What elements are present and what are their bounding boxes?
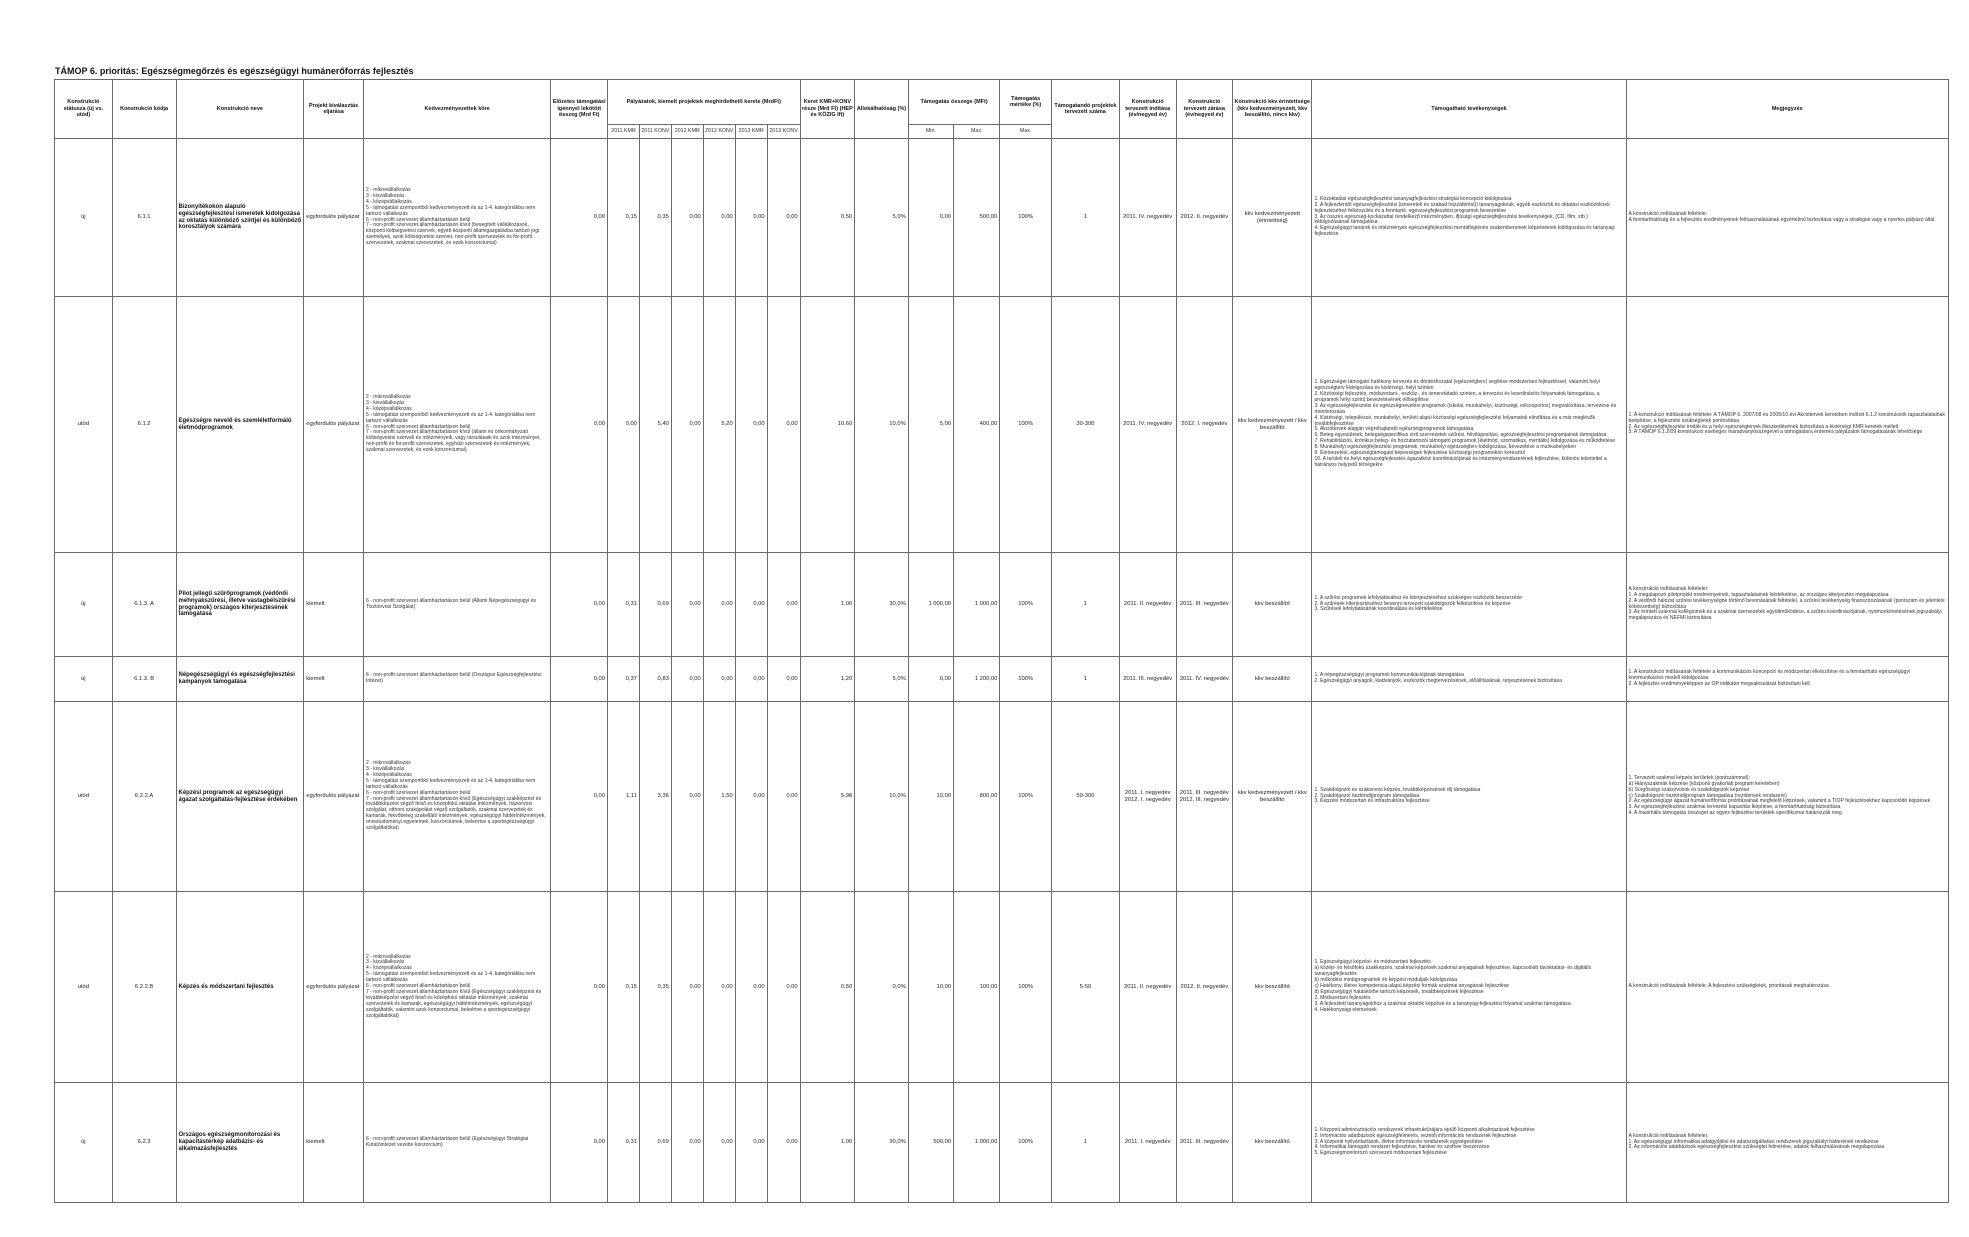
estimated-cell: 0,00: [551, 702, 608, 892]
tender-cell: 0,00: [767, 657, 800, 702]
list-item: 3. Szűrések lefolytatásának koordinálása és kiértékelése: [1314, 606, 1443, 613]
beneficiaries-cell: [363, 892, 550, 1083]
list-item: 2. A szűrések kiterjesztéséhez bevonni tervezett szakdolgozók felkészítése és képzése: [1314, 600, 1511, 607]
selection-cell: kiemelt: [304, 553, 364, 657]
list-item: 2. Információs adatbázisok egészségfelmérés, vezetői információs rendszerek fejlesztése: [1314, 1132, 1517, 1139]
col-header-tender-2011-kmr: 2011 KMR: [608, 125, 640, 139]
list-item: 4 - középvállalkozás: [365, 198, 412, 205]
col-header-estimated: Előzetes támogatási igénnyel lekötött összeg (Mrd Ft): [551, 80, 608, 139]
tender-cell: 0,00: [735, 139, 767, 297]
estimated-cell: 0,00: [551, 1083, 608, 1203]
list-item: 5 - támogatási szempontból kedvezményezett és az 1-4. kategóriákba nem tartozó vállalkozás: [365, 411, 536, 424]
allocation-cell: 30,0%: [855, 1083, 909, 1203]
notes-cell: [1626, 702, 1948, 892]
list-item: 6 - non-profit szervezet államháztartáson belül: [365, 789, 471, 796]
launch-cell: 2011. IV. negyedév: [1119, 139, 1176, 297]
list-item: 6 - non-profit szervezet államháztartáson belül (Országos Egészségfejlesztési Intézet): [365, 672, 542, 684]
list-item: 1. Tervezett szakmai képzés területek (pontszámmal):: [1628, 774, 1750, 781]
tender-cell: 0,00: [703, 553, 735, 657]
construction-table: [54, 79, 1949, 1203]
frame-cell: 5,98: [800, 702, 855, 892]
tender-cell: 0,00: [671, 297, 703, 553]
rate-cell: 100%: [1000, 892, 1051, 1083]
selection-cell: egyfordulós pályázat: [304, 702, 364, 892]
col-header-notes: Megjegyzés: [1626, 80, 1948, 139]
list-item: 1. Az egészségügyi informatikai adatgyűjtési és adatszolgáltatási rendszerek jogszabályi hátterének rendezése: [1628, 1138, 1879, 1145]
list-item: 3. Az összes egészség-kockázattal rendelkező intézményben, ifjúsági egészségfejlesztési tevékenységek, (CD, film, stb.) kidolgozásának támogatása: [1314, 213, 1588, 226]
tender-cell: 0,00: [767, 702, 800, 892]
projects-cell: 5-50: [1051, 892, 1119, 1083]
notes-cell: [1626, 297, 1948, 553]
close-cell: 2011. III. negyedév 2012. III. negyedév: [1176, 702, 1233, 892]
notes-cell: [1626, 892, 1948, 1083]
list-item: b) működési mintaprogramok és képzési moduljaik kidolgozása: [1314, 977, 1458, 984]
col-header-support-max: Max.: [954, 125, 1000, 139]
activities-cell: [1312, 892, 1626, 1083]
activities-cell: [1312, 702, 1626, 892]
frame-cell: 0,50: [800, 892, 855, 1083]
status-cell: utód: [55, 892, 113, 1083]
allocation-cell: 10,0%: [855, 297, 909, 553]
launch-cell: 2011. I. negyedév: [1119, 1083, 1176, 1203]
table-row: [55, 297, 1949, 553]
col-header-frame: Keret KMR+KONV része (Mrd Ft) (HEP és KÖZIG Ift): [800, 80, 855, 139]
list-item: 2. Az egészségfejlesztési irodák és a helyi egészségtervek illeszkedésének biztosítása a kistérségi KMR keretek mellett: [1628, 423, 1899, 430]
list-item: 1. Központi adminisztrációs rendszerek infrastruktúrájára épülő központi alkalmazások fejlesztése: [1314, 1126, 1535, 1133]
allocation-cell: 5,0%: [855, 657, 909, 702]
rate-cell: 100%: [1000, 553, 1051, 657]
projects-cell: 30-300: [1051, 297, 1119, 553]
tender-cell: 0,00: [735, 702, 767, 892]
name-cell: Pilot jellegű szűrőprogramok (védőnői méhnyakszűrési, illetve vastagbélszűrési programok) országos kiterjesztésének támogatása: [176, 553, 304, 657]
list-item: 7 - non-profit szervezet államháztartáson kívül (Egészségügyi szakképzést és továbbképzést végző felső és középfokú oktatási intézmények, háziorvosi szolgálat, otthoni szakápolást végző szolgáltatók, szakmai szervezetek és kamarák, fekvőbeteg szakellátó intézmények, egészségügyi háttérintézmények, orvostudományi egyetemek, konzorciumok, beleértve a sportegészségügyi szolgáltatókat): [365, 795, 546, 832]
projects-cell: 50-300: [1051, 702, 1119, 892]
list-item: 2 - mikrovállalkozás: [365, 953, 411, 960]
support-min-cell: 500,00: [908, 1083, 953, 1203]
status-cell: utód: [55, 297, 113, 553]
tender-cell: 0,00: [735, 657, 767, 702]
activities-cell: [1312, 657, 1626, 702]
rate-cell: 100%: [1000, 297, 1051, 553]
code-cell: 6.2.3: [112, 1083, 176, 1203]
rate-cell: 100%: [1000, 139, 1051, 297]
status-cell: új: [55, 553, 113, 657]
projects-cell: 1: [1051, 553, 1119, 657]
list-item: A konstrukció indításának feltételei:: [1628, 1132, 1709, 1139]
tender-cell: 3,36: [639, 702, 671, 892]
list-item: 2. Módszertani fejlesztés: [1314, 994, 1371, 1001]
tender-cell: 0,00: [735, 892, 767, 1083]
list-item: 7 - non-profit szervezet államháztartáson kívül (Egészségügyi szakképzést és továbbképzést végző felső és középfokú oktatási intézmények, szakmai szervezetek és kamarák, egészségügyi háttérintézmények, egészségügyi szolgáltatók, valamint azok konzorciumai, beleértve a sportegészségügyi szolgáltatókat): [365, 988, 542, 1019]
list-item: 1. Szakdolgozói és szakorvosi képzés, továbbképzésének díj támogatása: [1314, 786, 1481, 793]
frame-cell: 1,20: [800, 657, 855, 702]
tender-cell: 0,00: [767, 1083, 800, 1203]
support-min-cell: 0,00: [908, 657, 953, 702]
beneficiaries-cell: [363, 553, 550, 657]
tender-cell: 0,00: [671, 553, 703, 657]
list-item: d) Egészségügyi hatáskörbe tartozó képzések, továbbképzések fejlesztése: [1314, 988, 1484, 995]
support-max-cell: 1 000,00: [954, 1083, 1000, 1203]
tender-cell: 1,50: [703, 702, 735, 892]
close-cell: 2011. IV. negyedév: [1176, 657, 1233, 702]
list-item: 6 - non-profit szervezet államháztartáson belül: [365, 983, 471, 990]
tender-cell: 1,11: [608, 702, 640, 892]
list-item: 3. Az érintett szakmai kollégiumok és a szakmai szervezetek együttműködése, a szűrés koordinációjának, nyomonkövetésének jogszabályi megalapozása és NEFMI biztosítása: [1628, 609, 1942, 622]
estimated-cell: 0,00: [551, 892, 608, 1083]
code-cell: 6.1.2: [112, 297, 176, 553]
projects-cell: 1: [1051, 657, 1119, 702]
col-header-beneficiaries: Kedvezményezettek köre: [363, 80, 550, 139]
activities-cell: [1312, 139, 1626, 297]
kkv-cell: kkv beszállító: [1233, 553, 1312, 657]
tender-cell: 0,83: [639, 657, 671, 702]
support-max-cell: 500,00: [954, 139, 1000, 297]
list-item: 4 - középvállalkozás: [365, 771, 412, 778]
frame-cell: 10,60: [800, 297, 855, 553]
selection-cell: kiemelt: [304, 657, 364, 702]
support-max-cell: 1 200,00: [954, 657, 1000, 702]
code-cell: 6.2.2.A: [112, 702, 176, 892]
close-cell: 2012. II. negyedév: [1176, 892, 1233, 1083]
list-item: 10. A területi és helyi egészségfejlesztés ágazatközi koordinációjának és intézményrendszerének fejlesztése, különös tekintettel a hátrányos helyzetű térségekre: [1314, 455, 1607, 468]
tender-cell: 0,00: [735, 553, 767, 657]
table-row: [55, 553, 1949, 657]
page-title: TÁMOP 6. prioritás: Egészségmegőrzés és egészségügyi humánerőforrás fejlesztés: [55, 66, 414, 76]
list-item: 2 - mikrovállalkozás: [365, 186, 411, 193]
tender-cell: 0,00: [608, 297, 640, 553]
list-item: 4. Hatékonysági elemzések: [1314, 1006, 1377, 1013]
tender-cell: 0,00: [767, 553, 800, 657]
col-header-tenders: Pályázatok, kiemelt projektek meghirdethető kerete (MrdFt): [608, 80, 801, 125]
support-max-cell: 1 000,00: [954, 553, 1000, 657]
beneficiaries-cell: [363, 702, 550, 892]
name-cell: Bizonyítékokon alapuló egészségfejlesztési ismeretek kidolgozása az oktatás különböző szintjei és különböző korosztályok számára: [176, 139, 304, 297]
list-item: 2 - mikrovállalkozás: [365, 760, 411, 767]
list-item: 4. Informatikai támogató rendszer fejlesztése, hardver és szoftver beszerzése: [1314, 1144, 1490, 1151]
beneficiaries-cell: [363, 139, 550, 297]
list-item: 7. Rehabilitációs, krónikus beteg- és hozzátartozói támogató programok (életmód, szomatikus, mentális) kidolgozása és működtetése: [1314, 438, 1616, 445]
tender-cell: 0,00: [703, 1083, 735, 1203]
tender-cell: 0,00: [767, 139, 800, 297]
activities-cell: [1312, 553, 1626, 657]
projects-cell: 1: [1051, 139, 1119, 297]
selection-cell: egyfordulós pályázat: [304, 892, 364, 1083]
col-header-close: Konstrukció tervezett zárása (év/negyed év): [1176, 80, 1233, 139]
tender-cell: 0,15: [608, 892, 640, 1083]
list-item: 5. Akciótervek alapján végrehajtandó egészségprogramok támogatása: [1314, 426, 1474, 433]
close-cell: 2012. I. negyedév: [1176, 297, 1233, 553]
support-min-cell: 5,00: [908, 297, 953, 553]
name-cell: Képzés és módszertani fejlesztés: [176, 892, 304, 1083]
table-row: [55, 139, 1949, 297]
list-item: 1. Egészséget támogató hatékony tervezés és döntéshozatal (egészségterv) segítése módszertani fejlesztéssel, valamint helyi egészségterv kidolgozása és kistérségi, helyi szinten: [1314, 379, 1600, 392]
list-item: 1. A konstrukció indításának feltétele a kommunikációs koncepció és módszertan elkészítése és a fenntartható egészségügyi kommunikációs modell kidolgozása: [1628, 669, 1910, 682]
kkv-cell: kkv kedvezményezett (érintettség): [1233, 139, 1312, 297]
table-row: [55, 702, 1949, 892]
tender-cell: 0,37: [608, 657, 640, 702]
kkv-cell: kkv beszállító: [1233, 1083, 1312, 1203]
notes-cell: [1626, 1083, 1948, 1203]
col-header-tender-2013-konv: 2013 KONV: [767, 125, 800, 139]
col-header-selection: Projekt kiválasztás eljárása: [304, 80, 364, 139]
col-header-tender-2013-kmr: 2013 KMR: [735, 125, 767, 139]
estimated-cell: 0,00: [551, 553, 608, 657]
kkv-cell: kkv kedvezményezett / kkv beszállító: [1233, 297, 1312, 553]
tender-cell: 0,35: [639, 892, 671, 1083]
kkv-cell: kkv beszállító: [1233, 657, 1312, 702]
kkv-cell: kkv kedvezményezett / kkv beszállító: [1233, 702, 1312, 892]
launch-cell: 2011. I. negyedév 2012. I. negyedév: [1119, 702, 1176, 892]
list-item: 4 - középvállalkozás: [365, 965, 412, 972]
name-cell: Egészségre nevelő és szemléletformáló életmódprogramok: [176, 297, 304, 553]
list-item: 7 - non-profit szervezet államháztartáson kívül (állami és önkormányzati költségvetési szervek és intézményeik, vagy társulásaik és azok intézményei, non-profit és for-profit szervezetek, egyházi szervezetek és intézmények, szakmai szervezetek, és ezek konzorciumai): [365, 429, 541, 454]
list-item: 3 - kisvállalkozás: [365, 765, 405, 772]
list-item: 1. A konstrukció indításának feltétele: A TÁMOP 6. 2007/08 és 2009/10 évi Akciótervek keretében indított 6.1.2 konstrukciók tapasztalatainak beépítése, a fejlesztési szükségletek pontosítása: [1628, 411, 1945, 424]
col-header-code: Konstrukció kódja: [112, 80, 176, 139]
support-min-cell: 0,00: [908, 139, 953, 297]
list-item: b) Sürgősségi szakorvosok és szakdolgozók képzése: [1628, 786, 1750, 793]
launch-cell: 2011. II. negyedév: [1119, 892, 1176, 1083]
list-item: 9. Életvezetési, egészségtámogató képességek fejlesztése közösségi programokon keresztül: [1314, 450, 1525, 457]
col-header-tender-2012-kmr: 2012 KMR: [671, 125, 703, 139]
list-item: 1. Egészségügyi képzési- és módszertani fejlesztés: [1314, 959, 1431, 966]
tender-cell: 5,20: [703, 297, 735, 553]
list-item: 4. Kistérségi, településsé, munkahelyi, területi alapú közösségi egészségfejlesztési folyamatok elindítása és a már meglévők továbbfejlesztése: [1314, 414, 1596, 427]
col-header-support-min: Min.: [908, 125, 953, 139]
close-cell: 2012. II. negyedév: [1176, 139, 1233, 297]
col-header-activities: Támogatható tevékenységek: [1312, 80, 1626, 139]
frame-cell: 1,00: [800, 1083, 855, 1203]
tender-cell: 0,00: [671, 139, 703, 297]
launch-cell: 2011. II. negyedév: [1119, 553, 1176, 657]
list-item: 7 - non-profit szervezet államháztartáson kívül (besegített vállalkozások, központi költségvetési szervek, egyéb központi államigazgatásba tartozó jogi személyek, azok költségvetési szervei, non-profit szervezetek és for-profit szervezetek, szakmai szervezetek, és ezek konzorciumai): [365, 222, 540, 247]
beneficiaries-cell: [363, 297, 550, 553]
selection-cell: egyfordulós pályázat: [304, 297, 364, 553]
launch-cell: 2011. III. negyedév: [1119, 657, 1176, 702]
col-header-rate-max: Max.: [1000, 125, 1051, 139]
projects-cell: 1: [1051, 1083, 1119, 1203]
tender-cell: 0,00: [767, 892, 800, 1083]
allocation-cell: 10,0%: [855, 702, 909, 892]
list-item: 2. A védőnői hálózat szűrési tevékenységbe történő bevonásának feltételei, a szűrési tevékenység finanszírozásának (pontszám és jelentési kötelezettség) biztosítása: [1628, 597, 1945, 610]
table-row: [55, 892, 1949, 1083]
status-cell: új: [55, 139, 113, 297]
tender-cell: 5,40: [639, 297, 671, 553]
support-max-cell: 800,00: [954, 702, 1000, 892]
list-item: 2. Az információs adatbázisok egészségfejlesztési szükséglet felmérése, adatok felhasználásának megalapozása: [1628, 1144, 1885, 1151]
tender-cell: 0,69: [639, 553, 671, 657]
list-item: 3. Az egészségfejlesztési szakmai tervezési kapacitás kiépítése, a fenntarthatóság biztosítása: [1628, 804, 1841, 811]
allocation-cell: 0,0%: [855, 892, 909, 1083]
tender-cell: 0,15: [608, 139, 640, 297]
list-item: A konstrukció indításának feltételei:: [1628, 585, 1709, 592]
list-item: 4. Egészségügyi tanárok és intézmények egészségfejlesztési mentálhigiénés szakembereinek képzéseinek kidolgozása és tananyag-fejlesztése: [1314, 225, 1616, 238]
tender-cell: 0,00: [703, 139, 735, 297]
estimated-cell: 0,00: [551, 657, 608, 702]
tender-cell: 0,00: [703, 892, 735, 1083]
list-item: 6 - non-profit szervezet államháztartáson belül: [365, 423, 471, 430]
list-item: 2. Közösségi fejlesztés, módszertani-, eszköz-, és ismeretátadó szinten, a tervezési és koordinációs folyamatok támogatása, a programok helyi szintű bevezetésének elősegítése: [1314, 391, 1600, 403]
table-row: [55, 1083, 1949, 1203]
estimated-cell: 0,00: [551, 297, 608, 553]
list-item: 5 - támogatási szempontból kedvezményezett és az 1-4. kategóriákba nem tartozó vállalkozás: [365, 971, 536, 984]
list-item: 4. A maximális támogatás összeget az egyes fejlesztési területek specifikumai határozzák meg.: [1628, 810, 1844, 817]
col-header-tender-2011-konv: 2011 KONV: [639, 125, 671, 139]
list-item: 6. Beteg egyesületek, betegségspecifikus civil szervezetek szűrési, felvilágosítási, egészségfejlesztési programjainak támogatása: [1314, 432, 1607, 439]
list-item: 3 - kisvállalkozás: [365, 399, 405, 406]
col-header-name: Konstrukció neve: [176, 80, 304, 139]
tender-cell: 0,00: [671, 1083, 703, 1203]
list-item: 6 - non-profit szervezet államháztartáson belül (Egészségügyi Stratégiai Kutatóintézet vezette konzorcium): [365, 1135, 529, 1148]
list-item: 5 - támogatási szempontból kedvezményezett és az 1-4. kategóriákba nem tartozó vállalkozás: [365, 204, 536, 217]
name-cell: Országos egészségmonitorozási és kapacitástérkép adatbázis- és alkalmazásfejlesztés: [176, 1083, 304, 1203]
close-cell: 2011. III. negyedév: [1176, 553, 1233, 657]
rate-cell: 100%: [1000, 702, 1051, 892]
col-header-status: Konstrukció státusza (új vs. utód): [55, 80, 113, 139]
tender-cell: 0,31: [608, 1083, 640, 1203]
list-item: A konstrukció indításának feltétele:: [1628, 210, 1707, 217]
status-cell: utód: [55, 702, 113, 892]
notes-cell: [1626, 139, 1948, 297]
table-row: [55, 657, 1949, 702]
list-item: a) közép- és felsőfokú szakképzés, szakmai képzések szakmai anyagainak fejlesztése, kapcsolódó távoktatási- és digitális tananyagfejlesztés: [1314, 965, 1592, 978]
list-item: A konstrukció indításának feltétele: A fejlesztési szükségletek, prioritások meghatározása: [1628, 983, 1829, 990]
list-item: 5 - támogatási szempontból kedvezményezett és az 1-4. kategóriákba nem tartozó vállalkozás: [365, 777, 536, 790]
notes-cell: [1626, 657, 1948, 702]
estimated-cell: 0,00: [551, 139, 608, 297]
list-item: 4 - középvállalkozás: [365, 405, 412, 412]
list-item: 3. A TÁMOP 6.1.2/09 konstrukció esetleges maradványösszegével a támogatásra érdemes pályázatok támogatásának lehetősége: [1628, 429, 1923, 436]
tender-cell: 0,00: [671, 892, 703, 1083]
frame-cell: 1,00: [800, 553, 855, 657]
list-item: 1. A megalapozó pilotprojekt eredményeinek, tapasztalatainak kiértékelése, az országos kiterjesztés megalapozása: [1628, 591, 1889, 598]
col-header-allocation: Allokálhatóság (%): [855, 80, 909, 139]
list-item: c) Szakdolgozói ösztöndíjprogram támogatása (rezidensek rendszere): [1628, 792, 1787, 799]
name-cell: Képzési programok az egészségügyi ágazat szolgáltatás-fejlesztése érdekében: [176, 702, 304, 892]
close-cell: 2011. III. negyedév: [1176, 1083, 1233, 1203]
tender-cell: 0,00: [735, 1083, 767, 1203]
selection-cell: egyfordulós pályázat: [304, 139, 364, 297]
list-item: a) Hiányszakmák képzése (központi gyakorlati program keretében): [1628, 780, 1780, 787]
col-header-kkv: Konstrukció kkv érintettsége (kkv kedvezményezett, kkv beszállító, nincs kkv): [1233, 80, 1312, 139]
kkv-cell: kkv beszállító: [1233, 892, 1312, 1083]
list-item: 3. A fejlesztett tananyagokhoz a szakmai oktatók képzése és a tananyag-fejlesztési folyamat szakmai támogatása: [1314, 1000, 1571, 1007]
tender-cell: 0,00: [671, 702, 703, 892]
activities-cell: [1312, 1083, 1626, 1203]
code-cell: 6.2.2.B: [112, 892, 176, 1083]
tender-cell: 0,35: [639, 139, 671, 297]
list-item: 3. Az egészségfejlesztési és egészségnevelési programok (iskolai, munkahelyi, közösségi, célcsoportos) megvalósítása, tervezése és monitorozása: [1314, 402, 1617, 415]
list-item: 6 - non-profit szervezet államháztartáson belül (Állami Népegészségügyi és Tisztiorvosi Szolgálat): [365, 597, 537, 610]
code-cell: 6.1.3. A: [112, 553, 176, 657]
list-item: 3 - kisvállalkozás: [365, 192, 405, 199]
tender-cell: 0,69: [639, 1083, 671, 1203]
col-header-support: Támogatás összege (MFt): [908, 80, 1000, 125]
support-min-cell: 10,00: [908, 892, 953, 1083]
allocation-cell: 30,0%: [855, 553, 909, 657]
list-item: 1. A szűrési programok lefolytatásához és kiterjesztéséhez szükséges eszközök beszerzése: [1314, 594, 1522, 601]
list-item: 1. Közoktatási egészségfejlesztési tananyagfejlesztési stratégiai koncepció kidolgozása: [1314, 195, 1512, 202]
rate-cell: 100%: [1000, 1083, 1051, 1203]
list-item: 1. A népegészségügyi programok kommunikációjának támogatása: [1314, 672, 1464, 679]
allocation-cell: 5,0%: [855, 139, 909, 297]
list-item: 2. A fejlesztendő egészségfejlesztési (ismeretek és szabad hozzáférésű) tananyagoknak, egyéb eszközök és oktatási eszközöknek fejlesztéséhez felkészülés és a fenntartó, egészségfejlesztési programok bevezetése: [1314, 201, 1610, 214]
tender-cell: 0,00: [767, 297, 800, 553]
beneficiaries-cell: [363, 657, 550, 702]
list-item: 2 - mikrovállalkozás: [365, 393, 411, 400]
notes-cell: [1626, 553, 1948, 657]
tender-cell: 0,00: [671, 657, 703, 702]
list-item: 2. Az egészségügyi ágazat humánerőforrás prioritásainak megfelelő képzések, valamint a TIOP fejlesztésekhez kapcsolódó képzések: [1628, 798, 1931, 805]
tender-cell: 0,00: [735, 297, 767, 553]
list-item: 8. Munkahelyi egészségfejlesztési programok, munkahelyi egészségterv kidolgozása, bevezetése a munkahelyeken: [1314, 444, 1577, 451]
list-item: 5. Egészségmonitorozó szervezeti módszertani fejlesztése: [1314, 1150, 1447, 1157]
support-max-cell: 100,00: [954, 892, 1000, 1083]
list-item: 6 - non-profit szervezet államháztartáson belül: [365, 216, 471, 223]
list-item: 3 - kisvállalkozás: [365, 959, 405, 966]
frame-cell: 0,50: [800, 139, 855, 297]
activities-cell: [1312, 297, 1626, 553]
status-cell: új: [55, 1083, 113, 1203]
col-header-launch: Konstrukció tervezett indítása (év/negyed év): [1119, 80, 1176, 139]
support-max-cell: 400,00: [954, 297, 1000, 553]
beneficiaries-cell: [363, 1083, 550, 1203]
launch-cell: 2011. IV. negyedév: [1119, 297, 1176, 553]
name-cell: Népegészségügyi és egészségfejlesztési kampányok támogatása: [176, 657, 304, 702]
code-cell: 6.1.1: [112, 139, 176, 297]
col-header-projects: Támogatandó projektek tervezett száma: [1051, 80, 1119, 139]
list-item: 2. Egészségügyi anyagok, kiadványok, eszközök megtervezésének, előállításának, terjesztésének biztosítása: [1314, 678, 1562, 684]
list-item: A fenntarthatóság és a fejlesztés eredményeinek felhasználásának egyértelmű biztosítása vagy a stratégiai vagy a nyertes pályázó által: [1628, 216, 1935, 223]
list-item: 2. A fejlesztés eredményeképpen az OP indikátor megvalósulását biztosítani kell.: [1628, 680, 1812, 687]
tender-cell: 0,00: [703, 657, 735, 702]
header-row: [55, 80, 1949, 125]
support-min-cell: 10,00: [908, 702, 953, 892]
list-item: 2. Szakdolgozói ösztöndíjprogram támogatása: [1314, 792, 1420, 799]
status-cell: új: [55, 657, 113, 702]
list-item: c) Hatékony, illetve kompetencia-alapú képzési formák szakmai anyagának fejlesztése: [1314, 983, 1510, 990]
tender-cell: 0,31: [608, 553, 640, 657]
rate-cell: 100%: [1000, 657, 1051, 702]
support-min-cell: 1 000,00: [908, 553, 953, 657]
col-header-tender-2012-konv: 2012 KONV: [703, 125, 735, 139]
code-cell: 6.1.3. B: [112, 657, 176, 702]
list-item: 3. A központi nyilvántartások, illetve információs rendszerek egységesítése: [1314, 1138, 1483, 1145]
selection-cell: kiemelt: [304, 1083, 364, 1203]
col-header-rate: Támogatás mértéke (%): [1000, 80, 1051, 125]
list-item: 3. Képzési módszertan és infrastruktúra fejlesztése: [1314, 798, 1430, 805]
